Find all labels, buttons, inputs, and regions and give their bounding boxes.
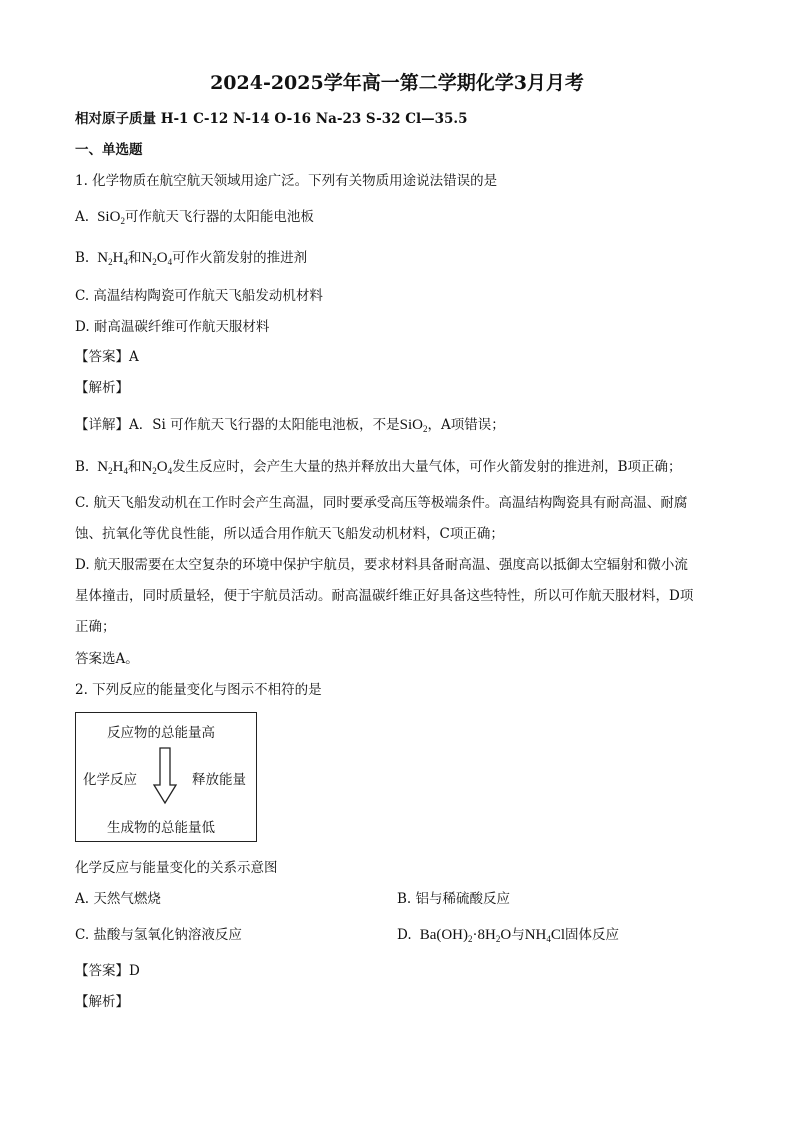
q2-option-d-mid: 与 [511,927,525,943]
q1-detail-c-line1: C. 航天飞船发动机在工作时会产生高温，同时要承受高压等极端条件。高温结构陶瓷具有耐高温、耐腐 [75,495,688,511]
n2o4-formula: $N_2O_4$ [141,459,173,476]
q1-detail-c-line2: 蚀、抗氧化等优良性能，所以适合用作航天飞船发动机材料，C项正确； [75,526,504,542]
q1-detail-b-prefix: B. [75,459,90,475]
diagram-right-label: 释放能量 [192,772,246,788]
q1-detail-b [75,458,682,476]
q1-detail-d-line1: D. 航天服需要在太空复杂的环境中保护宇航员，要求材料具备耐高温、强度高以抵御太空辐射和微小流 [75,557,688,573]
q1-answer: 【答案】A [75,349,139,365]
q1-detail-b-mid: 和 [127,459,142,475]
down-arrow-icon [152,747,178,805]
n2h4-formula: $N_2H_4$ [93,250,128,267]
q2-analysis-label: 【解析】 [75,994,129,1010]
energy-diagram [75,712,257,842]
q1-option-a-text: 可作航天飞行器的太阳能电池板 [124,209,314,225]
q1-detail-d-line3: 正确； [75,619,116,635]
sio2-formula: SiO$_2$ [399,417,428,434]
n2o4-formula: $N_2O_4$ [141,250,173,267]
q2-option-d-prefix: D. [397,927,412,943]
q1-option-b [75,249,307,267]
q1-option-d: D. 耐高温碳纤维可作航天服材料 [75,319,270,335]
diagram-left-label: 化学反应 [83,772,137,788]
q2-answer: 【答案】D [75,963,140,979]
q1-detail-d-line2: 星体撞击，同时质量轻，便于宇航员活动。耐高温碳纤维正好具备这些特性，所以可作航天服材料，D项 [75,588,694,604]
q1-option-b-prefix: B. [75,250,90,266]
q2-option-d [397,926,619,944]
diagram-top-label: 反应物的总能量高 [107,725,215,741]
n2h4-formula: $N_2H_4$ [93,459,128,476]
q2-option-d-suffix: 固体反应 [565,927,620,943]
nh4cl-formula: $NH_4Cl$ [524,927,566,944]
q2-caption: 化学反应与能量变化的关系示意图 [75,860,278,876]
barium-hydroxide-formula: $Ba(OH)_2\cdot 8H_2O$ [415,927,512,944]
q1-option-b-mid: 和 [127,250,142,266]
q1-detail-a-text: 【详解】A．Si 可作航天飞行器的太阳能电池板，不是 [75,417,400,433]
q1-analysis-label: 【解析】 [75,380,129,396]
q1-detail-a [75,416,505,434]
q1-stem: 1. 化学物质在航空航天领域用途广泛。下列有关物质用途说法错误的是 [75,173,498,189]
page-title: 2024-2025学年高一第二学期化学3月月考 [210,72,584,94]
diagram-bottom-label: 生成物的总能量低 [107,820,215,836]
q2-option-b: B. 铝与稀硫酸反应 [397,891,511,907]
q2-stem: 2. 下列反应的能量变化与图示不相符的是 [75,682,322,698]
q2-option-c: C. 盐酸与氢氧化钠溶液反应 [75,927,242,943]
q1-option-a [75,208,314,226]
q1-detail-b-text: 发生反应时，会产生大量的热并释放出大量气体，可作火箭发射的推进剂，B项正确； [172,459,682,475]
q1-option-a-prefix: A. [75,209,90,225]
q1-detail-a-end: ，A项错误； [427,417,505,433]
q1-option-c: C. 高温结构陶瓷可作航天飞船发动机材料 [75,288,323,304]
q1-option-b-text: 可作火箭发射的推进剂 [172,250,308,266]
atomic-masses: 相对原子质量 H-1 C-12 N-14 O-16 Na-23 S-32 Cl—35.5 [75,111,468,127]
section-heading: 一、单选题 [75,142,143,158]
q2-option-a: A. 天然气燃烧 [75,891,161,907]
sio2-formula: SiO$_2$ [93,209,125,226]
q1-conclusion: 答案选A。 [75,651,139,667]
